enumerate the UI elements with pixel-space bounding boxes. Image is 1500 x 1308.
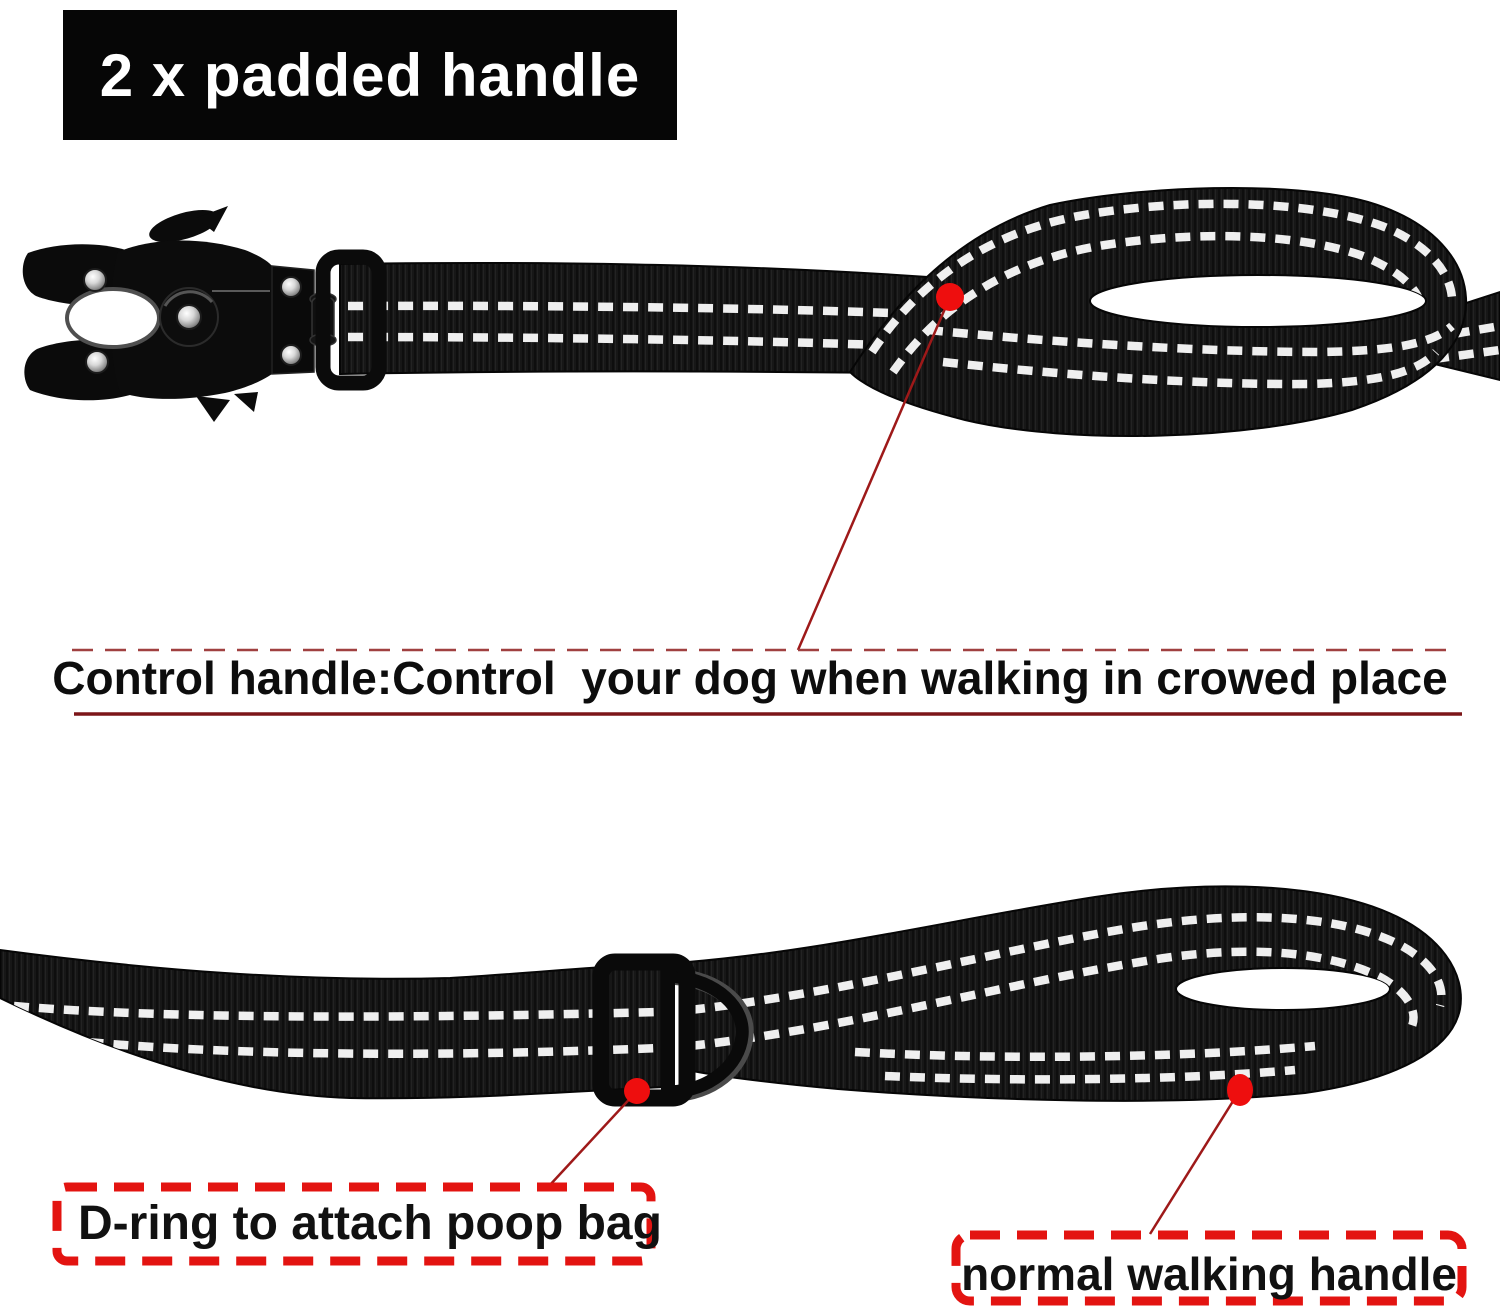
screw-icon [84, 269, 106, 291]
screw-icon [281, 277, 301, 297]
snap-hook-spike [196, 396, 230, 422]
snap-hook-spike [234, 392, 258, 412]
dring-leader-line [549, 1091, 637, 1186]
screw-icon [281, 345, 301, 365]
dring-marker-dot [624, 1078, 650, 1104]
snap-hook-eye [67, 289, 159, 347]
dring-callout-label: D-ring to attach poop bag [78, 1197, 662, 1250]
screw-icon [86, 351, 108, 373]
walking-marker-dot [1227, 1074, 1253, 1106]
control-marker-dot [936, 283, 964, 311]
walking-leader-line [1150, 1090, 1240, 1234]
banner [63, 10, 677, 140]
control-handle-caption: Control handle:Control your dog when walking in crowed place [52, 652, 1448, 704]
snap-hook [23, 204, 382, 422]
banner-label: 2 x padded handle [99, 41, 641, 109]
annotations [57, 283, 1462, 1301]
top-leash [23, 188, 1500, 436]
screw-icon [177, 305, 201, 329]
bottom-leash [0, 886, 1461, 1100]
walking-handle-loop [688, 886, 1461, 1100]
walking-callout-label: normal walking handle [961, 1248, 1457, 1300]
bottom-strap [0, 950, 665, 1098]
